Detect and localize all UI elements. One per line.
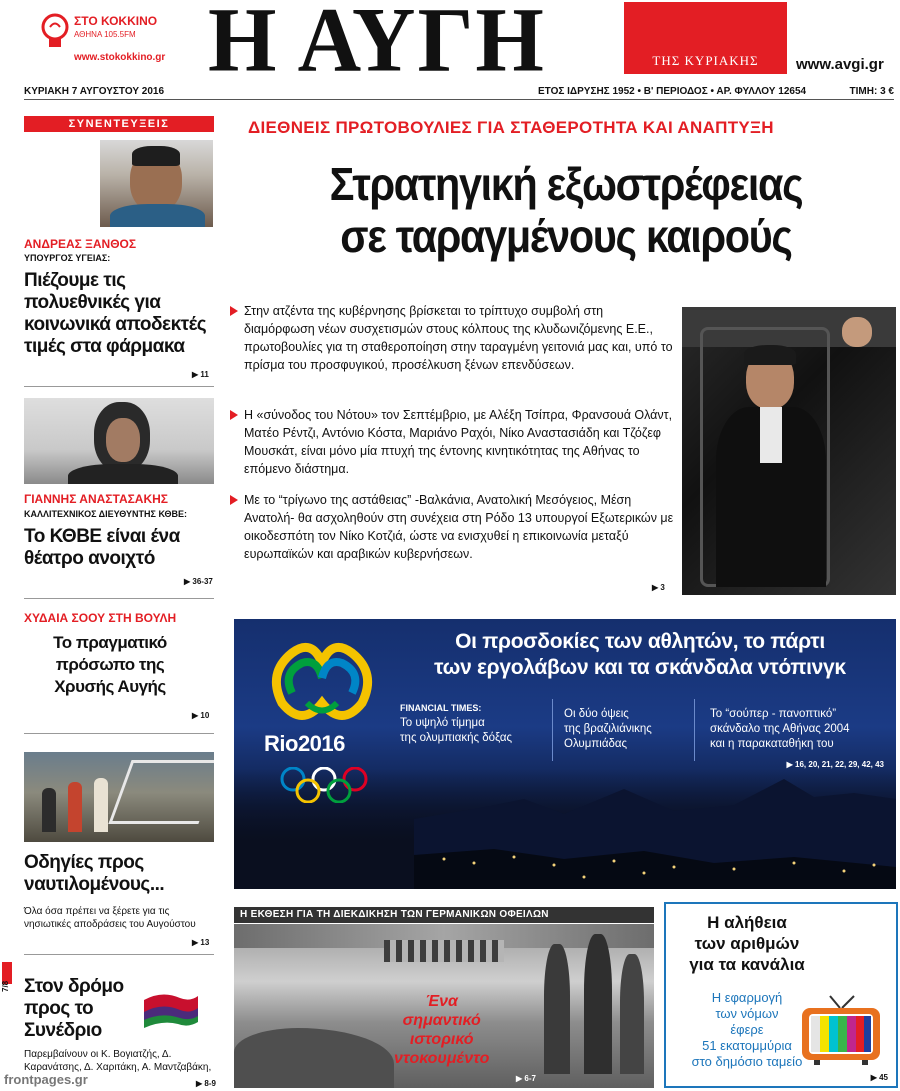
radio-website-link[interactable]: www.stokokkino.gr	[74, 52, 166, 63]
anastasakis-photo[interactable]	[24, 398, 214, 484]
column-divider	[552, 699, 553, 761]
story-headline[interactable]: Στον δρόμο προς το Συνέδριο	[24, 976, 124, 1041]
edition-box	[624, 2, 787, 74]
radio-name: ΣΤΟ ΚΟΚΚΙΝΟ	[74, 14, 158, 28]
source-tag: FINANCIAL TIMES:	[400, 703, 482, 713]
radio-ad[interactable]	[30, 6, 200, 72]
dateline	[24, 86, 894, 100]
story-line: Το “σούπερ - πανοπτικό”	[710, 708, 837, 720]
main-headline-line-2: σε ταραγμένους καιρούς	[340, 210, 792, 262]
rio2016-logo	[262, 633, 382, 803]
headline-line: των αριθμών	[694, 934, 800, 953]
page-reference[interactable]: ▶ 10	[192, 711, 210, 720]
divider	[24, 386, 214, 387]
caption-line: Ένα	[425, 993, 458, 1010]
page-reference[interactable]: ▶ 8-9	[196, 1079, 216, 1088]
xanthos-photo[interactable]	[100, 140, 213, 227]
olympics-story-3[interactable]	[710, 707, 850, 752]
olympics-headline-line-2: των εργολάβων και τα σκάνδαλα ντόπινγκ	[434, 656, 846, 679]
interviewee-name: ΑΝΔΡΕΑΣ ΞΑΝΘΟΣ	[24, 237, 137, 251]
story-line: της βραζιλιάνικης	[564, 723, 652, 735]
story-headline[interactable]: Οδηγίες προς ναυτιλομένους...	[24, 852, 165, 895]
tv-channels-story[interactable]	[664, 902, 898, 1088]
caption-line: σημαντικό	[402, 1012, 481, 1029]
interviewee-role: ΥΠΟΥΡΓΟΣ ΥΓΕΙΑΣ:	[24, 253, 111, 263]
story-line: και η παρακαταθήκη του	[710, 738, 834, 750]
main-kicker: ΔΙΕΘΝΕΙΣ ΠΡΩΤΟΒΟΥΛΙΕΣ ΓΙΑ ΣΤΑΘΕΡΟΤΗΤΑ ΚΑΙ ΑΝΑΠΤΥΞΗ	[248, 118, 774, 137]
page-reference[interactable]: ▶ 6-7	[516, 1074, 536, 1083]
olympics-story-1[interactable]	[400, 701, 512, 746]
main-headline-line-1: Στρατηγική εξωστρέφειας	[329, 158, 803, 210]
interview-headline[interactable]: Πιέζουμε τις πολυεθνικές για κοινωνικά αποδεκτές τιμές στα φάρμακα	[24, 270, 207, 357]
story-line: της ολυμπιακής δόξας	[400, 732, 513, 744]
issue-price: ΤΙΜΗ: 3 €	[849, 86, 894, 97]
radio-city: ΑΘΗΝΑ 105.5FM	[74, 30, 136, 39]
story-line: Το υψηλό τίμημα	[400, 717, 485, 729]
interviewee-name: ΓΙΑΝΝΗΣ ΑΝΑΣΤΑΣΑΚΗΣ	[24, 492, 169, 506]
lightbulb-icon	[40, 12, 70, 52]
exhibition-caption	[394, 992, 489, 1068]
watermark: frontpages.gr	[4, 1072, 88, 1087]
story-line: σκάνδαλο της Αθήνας 2004	[710, 723, 850, 735]
headline-line: για τα κανάλια	[689, 955, 805, 974]
caption-line: ντοκουμέντο	[394, 1050, 490, 1067]
story-body: Παρεμβαίνουν οι Κ. Βογιατζής, Δ. Καρανάτσης, Δ. Χαριτάκη, Α. Μαντζαβάκη,	[24, 1049, 212, 1073]
edition-label: ΤΗΣ ΚΥΡΙΑΚΗΣ	[652, 53, 759, 68]
olympics-panel[interactable]	[234, 619, 896, 889]
body-line: 51 εκατομμύρια	[702, 1038, 792, 1053]
television-icon	[800, 994, 882, 1066]
story-line: Ολυμπιάδας	[564, 738, 628, 750]
main-bullet-text: Η «σύνοδος του Νότου» τον Σεπτέμβριο, με Αλέξη Τσίπρα, Φρανσουά Ολάντ, Ματέο Ρέντζι, Αντόνιο Κόστα, Μαριάνο Ραχόι, Νίκο Αναστασιάδη και Τζόζεφ Μουσκάτ, είναι μόνο μία πτυχή της έντονης κινητικότητας της Αθήνας το επόμενο διάστημα.	[244, 408, 673, 476]
ferry-passengers-photo[interactable]	[24, 752, 214, 842]
olympic-rings-icon	[278, 767, 370, 803]
interview-headline[interactable]: Το ΚΘΒΕ είναι ένα θέατρο ανοιχτό	[24, 526, 180, 569]
main-bullet-text: Στην ατζέντα της κυβέρνησης βρίσκεται το τρίπτυχο συμβολή στη διαμόρφωση νέων συσχετισμών στους κόλπους της κλυδωνιζόμενης Ε.Ε., πρωτοβουλίες για τη σταθεροποίηση στην ταραγμένη γειτονιά μας και, υπό το πρίσμα του προσφυγικού, προσέλκυση ξένων επενδύσεων.	[244, 304, 673, 372]
main-bullet	[244, 491, 676, 563]
olympics-story-2[interactable]	[564, 707, 652, 752]
story-body: Όλα όσα πρέπει να ξέρετε για τις νησιωτικές αποδράσεις του Αυγούστου	[24, 906, 196, 930]
main-bullet-text: Με το “τρίγωνο της αστάθειας” -Βαλκάνια, Ανατολική Μεσόγειος, Μέση Ανατολή- θα ασχοληθούν στη συνέχεια στη Ρόδο 13 υπουργοί Εξωτερικών με οικοδεσπότη τον Νίκο Κοτζιά, ώστε να ενισχυθεί η επικοινωνία μεταξύ ευρωπαϊκών και αραβικών κυβερνήσεων.	[244, 493, 674, 561]
divider	[24, 598, 214, 599]
divider	[24, 733, 214, 734]
issue-date: ΚΥΡΙΑΚΗ 7 ΑΥΓΟΥΣΤΟΥ 2016	[24, 86, 165, 97]
section-label: ΣΥΝΕΝΤΕΥΞΕΙΣ	[24, 116, 214, 132]
interviewee-role: ΚΑΛΛΙΤΕΧΝΙΚΟΣ ΔΙΕΥΘΥΝΤΗΣ ΚΘΒΕ:	[24, 509, 188, 519]
tv-headline	[672, 912, 822, 975]
issue-info: ΕΤΟΣ ΙΔΡΥΣΗΣ 1952 • Β' ΠΕΡΙΟΔΟΣ • ΑΡ. ΦΥΛΛΟΥ 12654	[538, 86, 807, 97]
exhibition-photo[interactable]	[234, 924, 654, 1088]
column-divider	[694, 699, 695, 761]
olympics-headline-line-1: Οι προσδοκίες των αθλητών, το πάρτι	[455, 630, 825, 653]
body-line: των νόμων	[715, 1006, 779, 1021]
body-line: έφερε	[730, 1022, 764, 1037]
body-line: στο δημόσιο ταμείο	[691, 1054, 803, 1069]
prime-minister-photo[interactable]	[682, 307, 896, 595]
headline-line: Η αλήθεια	[707, 913, 787, 932]
rio2016-wordmark: Rio2016	[264, 731, 345, 756]
page-reference[interactable]: ▶ 36-37	[184, 577, 213, 586]
caption-line: ιστορικό	[409, 1031, 474, 1048]
rio-emblem-icon	[262, 633, 382, 733]
newspaper-logo: Η ΑΥΓΗ	[208, 0, 546, 92]
page-reference[interactable]: ▶ 13	[192, 938, 210, 947]
page-reference[interactable]: ▶ 3	[652, 583, 665, 592]
page-reference[interactable]: ▶ 45	[870, 1073, 888, 1082]
story-line: Οι δύο όψεις	[564, 708, 629, 720]
main-bullet	[244, 302, 676, 374]
page-reference[interactable]: ▶ 16, 20, 21, 22, 29, 42, 43	[786, 760, 884, 769]
story-kicker: ΧΥΔΑΙΑ ΣΟΟΥ ΣΤΗ ΒΟΥΛΗ	[24, 611, 177, 625]
story-headline[interactable]: Το πραγματικό πρόσωπο της Χρυσής Αυγής	[53, 633, 167, 696]
body-line: Η εφαρμογή	[711, 990, 783, 1005]
main-headline[interactable]	[246, 158, 886, 262]
rio-skyline-illustration	[414, 759, 896, 889]
main-bullet	[244, 406, 676, 478]
exhibition-kicker: Η ΕΚΘΕΣΗ ΓΙΑ ΤΗ ΔΙΕΚΔΙΚΗΣΗ ΤΩΝ ΓΕΡΜΑΝΙΚΩΝ ΟΦΕΙΛΩΝ	[234, 907, 654, 923]
side-mark-label: 7/8	[1, 980, 10, 992]
divider	[24, 954, 214, 955]
website-link[interactable]: www.avgi.gr	[796, 56, 884, 73]
syriza-flag-icon	[142, 990, 200, 1030]
page-reference[interactable]: ▶ 11	[192, 370, 209, 379]
